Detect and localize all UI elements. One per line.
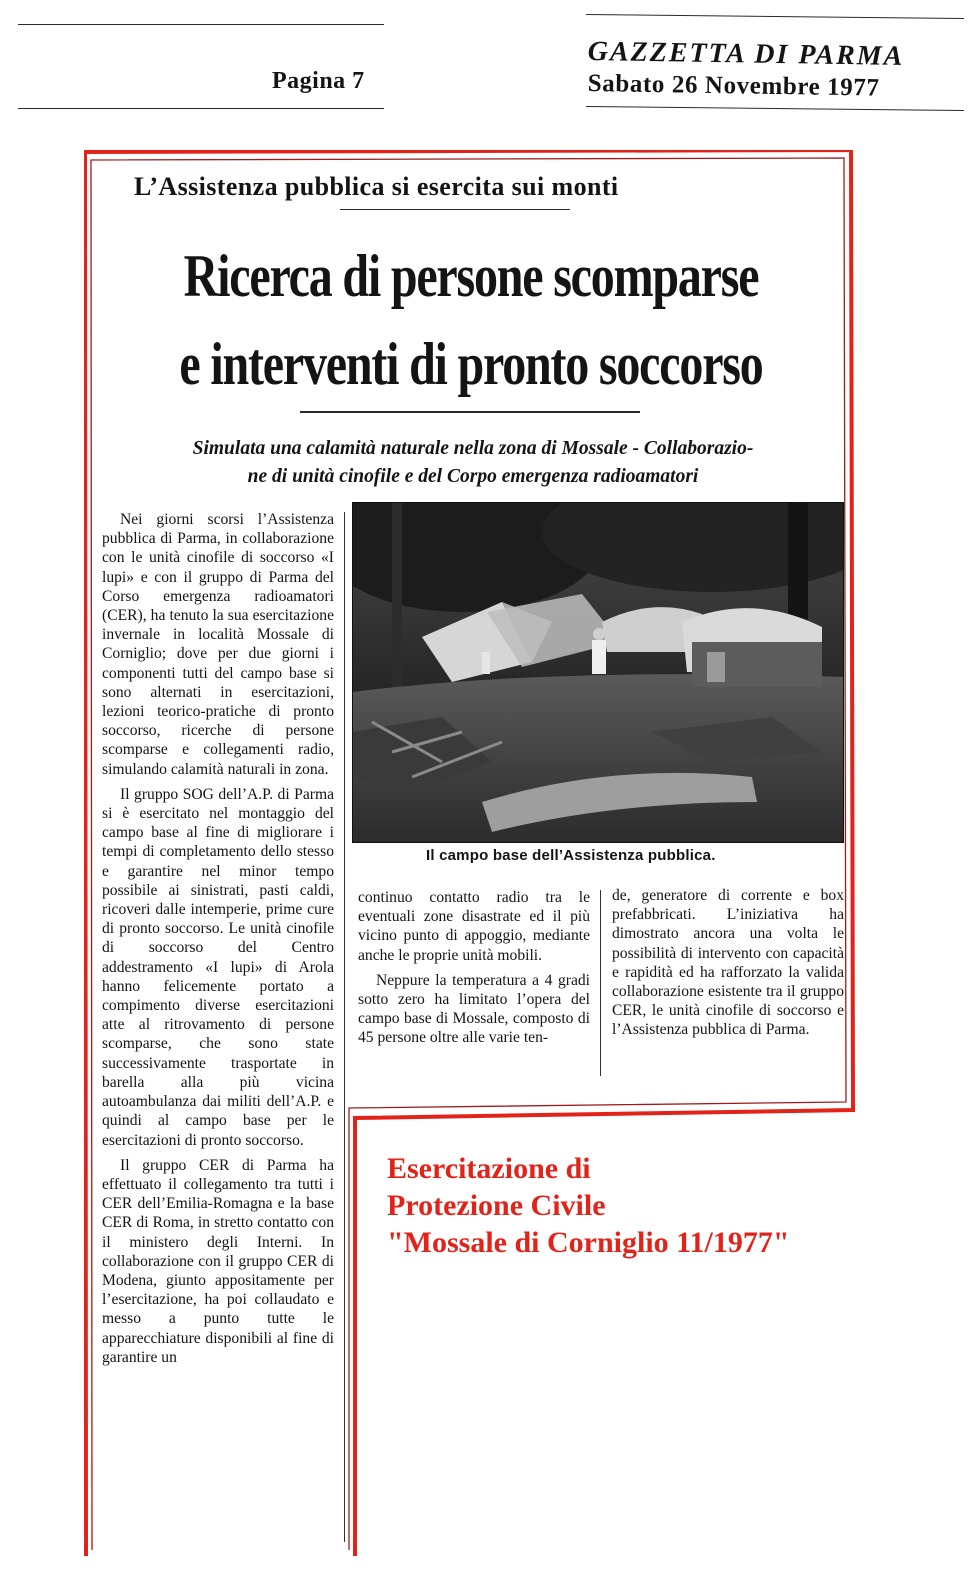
- masthead-rule-top-right: [586, 14, 964, 19]
- note-line-1: Esercitazione di: [387, 1152, 591, 1185]
- article-column-main: [102, 510, 334, 1367]
- paragraph: Il gruppo SOG dell’A.P. di Parma si è esercitato nel montaggio del campo base al fine di migliorare i tempi di completamento dello stesso e garantire nel minor tempo possibile ai sinistrati, pasti caldi, ricoveri dalle intemperie, prime cure di pronto soccorso. Le unità cinofile di soccorso del Centro addestramento «I lupi» di Arola hanno felicemente portato a compimento diverse esercitazioni atte al ritrovamento di persone scomparse, che sono state successivamente trasportate in barella alla più vicina autoambulanza dai militi dell’A.P. e quindi al campo base per le esercitazioni di pronto soccorso.: [102, 785, 334, 1149]
- subheadline-line-1: Simulata una calamità naturale nella zona di Mossale - Collaborazio-: [192, 438, 754, 459]
- headline-underline: [300, 411, 640, 413]
- photo-caption: Il campo base dell’Assistenza pubblica.: [426, 847, 716, 864]
- newspaper-name: GAZZETTA DI PARMA: [587, 36, 905, 72]
- kicker-underline: [340, 209, 570, 210]
- headline-line-2: e interventi di pronto soccorso: [179, 331, 763, 397]
- note-line-3: "Mossale di Corniglio 11/1977": [387, 1226, 790, 1259]
- article-kicker: L’Assistenza pubblica si esercita sui monti: [134, 172, 619, 201]
- paragraph: de, generatore di corrente e box prefabbricati. L’iniziativa ha dimostrato ancora una volta le possibilità di intervento con capacità e rapidità ed ha rafforzato la valida collaborazione esistente tra il gruppo CER, le unità cinofile di soccorso e l’Assistenza pubblica di Parma.: [612, 887, 844, 1039]
- paragraph: Il gruppo CER di Parma ha effettuato il collegamento tra tutti i CER dell’Emilia-Romagna e la base CER di Roma, in stretto contatto con il ministero degli Interni. In collaborazione con il gruppo CER di Modena, giunto appositamente per l’esercitazione, ha poi collaudato e messo a punto tutte le apparecchiature disponibili al fine di garantire un: [102, 1156, 334, 1366]
- paragraph: continuo contatto radio tra le eventuali zone disastrate ed il più vicino punto di appoggio, mediante anche le proprie unità mobili.: [358, 889, 590, 964]
- column-divider: [600, 890, 601, 1076]
- masthead-rule-top-left: [18, 24, 384, 25]
- masthead-rule-bottom-left: [18, 108, 384, 109]
- page-number: Pagina 7: [272, 68, 365, 94]
- article-column-middle: [358, 888, 590, 1048]
- paragraph: Neppure la temperatura a 4 gradi sotto zero ha limitato l’opera del campo base di Mossale, composto di 45 persone oltre alle varie ten-: [358, 971, 590, 1047]
- subheadline-line-2: ne di unità cinofile e del Corpo emergenza radioamatori: [247, 466, 699, 487]
- note-line-2: Protezione Civile: [387, 1189, 606, 1222]
- column-divider: [344, 512, 345, 1542]
- masthead-rule-bottom-right: [586, 106, 964, 111]
- article-column-right: [612, 886, 844, 1040]
- campsite-photo: [352, 502, 844, 843]
- issue-date: Sabato 26 Novembre 1977: [587, 70, 880, 102]
- headline-line-1: Ricerca di persone scomparse: [183, 243, 759, 309]
- handwritten-note-label: [387, 1150, 790, 1261]
- paragraph: Nei giorni scorsi l’Assistenza pubblica di Parma, in collaborazione con le unità cinofile di soccorso «I lupi» e con il gruppo di Parma del Corso emergenza radioamatori (CER), ha tenuto la sua esercitazione invernale in località Mossale di Corniglio; dove per due giorni i componenti tutti del campo base si sono alternati in esercitazioni, lezioni teorico-pratiche di pronto soccorso, ricerche di persone scomparse e collegamenti radio, simulando calamità naturali in zona.: [102, 511, 334, 778]
